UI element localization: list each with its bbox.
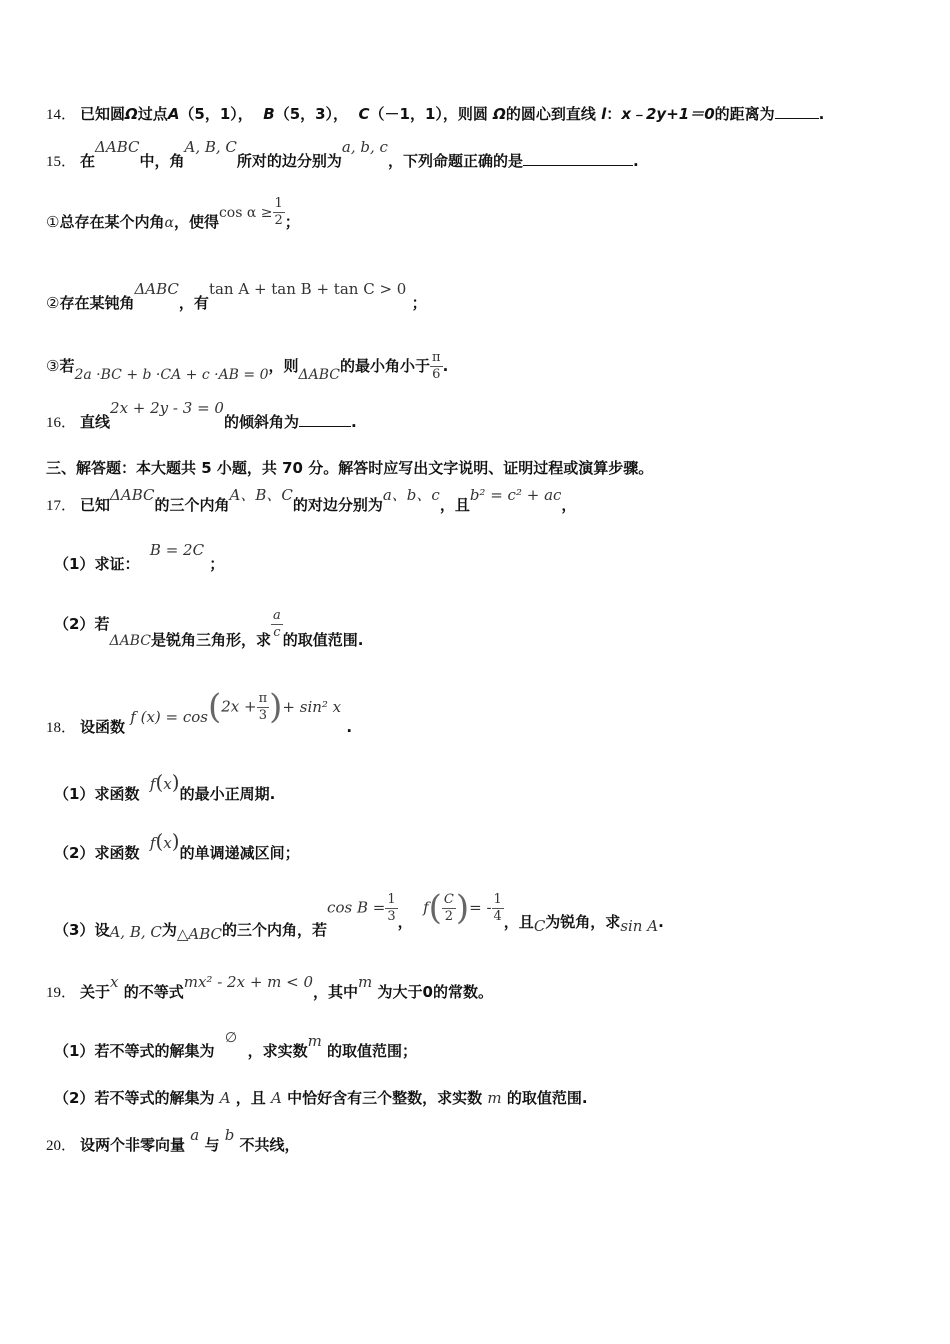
right-paren: ) [455, 888, 470, 928]
math-symbol: Ω [125, 105, 138, 123]
math-symbol: B [263, 105, 275, 123]
text: 的常数。 [432, 983, 493, 1001]
right-paren: ) [269, 687, 283, 727]
text: 是锐角三角形，求 [150, 631, 271, 649]
text: 为锐角，求 [545, 912, 621, 931]
statement-1 [46, 196, 300, 239]
math-f: f [423, 898, 429, 917]
left-paren: ( [155, 770, 164, 794]
math-x: x [163, 834, 172, 852]
text: 所对的边分别为 [236, 152, 342, 170]
text: ，且 [235, 1089, 266, 1107]
question-number: 14． [46, 107, 77, 123]
text: 的取值范围； [327, 1042, 418, 1060]
text: 若不等式的解集为 [94, 1042, 215, 1060]
circled-number: ② [46, 294, 60, 312]
math-inequality: cos α ≥ [218, 205, 273, 221]
text: . [350, 413, 357, 431]
math-fx [149, 829, 180, 853]
math-expression: + sin² x [282, 697, 342, 716]
numerator: C [443, 891, 454, 907]
text: 求证： [94, 555, 140, 573]
text: 的取值范围. [282, 631, 364, 649]
text: . [818, 105, 825, 123]
math-equals-minus: = - [469, 898, 492, 917]
part-label: （1） [54, 785, 95, 803]
answer-blank [775, 106, 819, 119]
math-angles: A, B, C [184, 138, 237, 156]
text: 的三个内角，若 [222, 920, 328, 939]
text: 关于 [80, 983, 111, 1001]
empty-set-symbol: ∅ [224, 1030, 238, 1046]
text: 若不等式的解集为 [94, 1089, 215, 1107]
answer-blank [299, 414, 351, 427]
text: 已知圆 [80, 105, 126, 123]
math-sides: a、b、c [382, 486, 440, 504]
left-paren: ( [207, 687, 222, 727]
text: 直线 [80, 413, 111, 431]
text: 为大于 [377, 983, 423, 1001]
text: （5，3）， [274, 105, 349, 123]
question-number: 20． [46, 1138, 77, 1154]
math-triangle: ΔABC [110, 486, 155, 504]
math-A: A [219, 1089, 231, 1107]
question-17 [46, 486, 577, 515]
text: 中，角 [139, 152, 185, 170]
denominator: c [273, 625, 281, 640]
text: 为 [161, 920, 177, 939]
numerator: π [258, 690, 268, 706]
math-inequality: mx² - 2x + m < 0 [183, 973, 314, 991]
math-symbol: l [601, 105, 607, 123]
math-m: m [307, 1032, 322, 1050]
left-paren: ( [428, 888, 442, 928]
text: ，使得 [173, 213, 219, 231]
text: 的倾斜角为 [223, 413, 299, 431]
text: ，其中 [313, 983, 359, 1001]
math-fx [149, 770, 180, 794]
denominator: 3 [258, 707, 267, 723]
part-label: （1） [54, 555, 95, 573]
question-17-part-2 [54, 608, 364, 649]
text: 的取值范围. [506, 1089, 588, 1107]
text: ， [397, 912, 413, 931]
text: 的距离为 [714, 105, 775, 123]
question-number: 19． [46, 985, 77, 1001]
question-18-part-1 [54, 770, 276, 804]
section-heading: 三、解答题：本大题共 5 小题，共 70 分。解答时应写出文字说明、证明过程或演算步骤。 [46, 459, 654, 477]
numerator: 1 [387, 891, 396, 907]
math-triangle: ΔABC [109, 633, 151, 649]
statement-3 [46, 350, 448, 383]
part-label: （2） [54, 844, 95, 862]
fraction-one-third [385, 892, 397, 925]
text: ； [284, 213, 300, 231]
question-number: 15． [46, 154, 77, 170]
equation: x﹣2y+1＝0 [621, 105, 715, 123]
text: 的不等式 [123, 983, 184, 1001]
numerator: π [432, 350, 441, 365]
answer-blank [523, 153, 633, 166]
text: 总存在某个内角 [59, 213, 165, 231]
left-paren: ( [155, 829, 164, 853]
math-expression: 2x + [221, 697, 257, 716]
text: 的最小角小于 [340, 357, 431, 375]
text: . [632, 152, 639, 170]
math-expression: tan A + tan B + tan C > 0 [208, 280, 407, 298]
text: ，有 [178, 294, 209, 312]
text: ； [209, 555, 225, 573]
math-expression: 2x + 2y - 3 = 0 [110, 399, 224, 417]
question-14 [46, 103, 824, 124]
text: （－1，1），则圆 [369, 105, 494, 123]
text: ，且 [503, 912, 534, 931]
text: 与 [204, 1136, 220, 1154]
question-20 [46, 1126, 300, 1155]
text: 求函数 [94, 844, 140, 862]
text: 若 [94, 615, 110, 633]
math-symbol: C [358, 105, 370, 123]
text: ， [561, 496, 577, 514]
math-m: m [358, 973, 373, 991]
fraction-a-over-c [271, 608, 283, 641]
text: . [442, 357, 449, 375]
math-cosB: cos B = [327, 898, 386, 917]
denominator: 2 [274, 213, 283, 228]
math-angles: A, B, C [109, 922, 162, 941]
math-f: f [149, 775, 156, 793]
math-equation: B = 2C [149, 541, 205, 559]
part-label: （1） [54, 1042, 95, 1060]
text: ，下列命题正确的是 [387, 152, 523, 170]
part-label: （2） [54, 615, 95, 633]
fraction-pi-over-6 [430, 350, 443, 383]
math-angles: A、B、C [229, 486, 293, 504]
right-paren: ) [171, 770, 180, 794]
text: 设函数 [80, 717, 126, 736]
text: 的单调递减区间； [179, 844, 300, 862]
math-m: m [487, 1089, 502, 1107]
text: 过点 [137, 105, 168, 123]
math-x: x [110, 973, 119, 991]
question-18-part-2 [54, 829, 300, 863]
math-symbol: A [167, 105, 180, 123]
text: 的三个内角 [154, 496, 230, 514]
text: 设两个非零向量 [80, 1136, 186, 1154]
text: 0 [422, 983, 433, 1001]
fraction-one-quarter [492, 892, 504, 925]
vector-a: a [190, 1126, 200, 1144]
math-C: C [533, 916, 546, 935]
text: 若 [59, 357, 75, 375]
question-15 [46, 138, 639, 171]
math-equation: b² = c² + ac [469, 486, 562, 504]
math-x: x [163, 775, 172, 793]
math-f: f [149, 834, 156, 852]
math-triangle: ΔABC [95, 138, 140, 156]
question-19 [46, 973, 493, 1002]
text: 的最小正周期. [179, 785, 276, 803]
denominator: 3 [387, 908, 396, 924]
text: 求函数 [94, 785, 140, 803]
text: . [346, 717, 353, 736]
math-alpha: α [164, 215, 174, 231]
numerator: a [272, 608, 281, 623]
right-paren: ) [171, 829, 180, 853]
math-triangle: △ABC [176, 924, 223, 943]
math-sides: a, b, c [341, 138, 388, 156]
math-A: A [271, 1089, 282, 1107]
question-19-part-2 [54, 1087, 588, 1108]
question-18-part-3 [54, 888, 664, 943]
text: ，且 [439, 496, 470, 514]
math-function: f (x) = cos [130, 707, 208, 726]
text: 中恰好含有三个整数，求实数 [287, 1089, 483, 1107]
question-17-part-1 [54, 541, 225, 574]
circled-number: ③ [46, 357, 60, 375]
denominator: 6 [432, 367, 441, 382]
question-19-part-1 [54, 1030, 418, 1061]
question-number: 18． [46, 719, 77, 736]
text: ； [411, 294, 427, 312]
text: 已知 [80, 496, 111, 514]
text: 在 [80, 152, 96, 170]
numerator: 1 [493, 891, 502, 907]
fraction-pi-over-3 [257, 691, 270, 724]
text: ，则 [268, 357, 299, 375]
text: ，求实数 [247, 1042, 308, 1060]
text: 不共线， [239, 1136, 300, 1154]
text: 设 [94, 920, 110, 939]
text: 的圆心到直线 [505, 105, 602, 123]
math-triangle: ΔABC [134, 280, 179, 298]
question-number: 16． [46, 415, 77, 431]
text: 的对边分别为 [292, 496, 383, 514]
question-18 [46, 687, 353, 736]
denominator: 2 [444, 908, 453, 924]
math-symbol: Ω [493, 105, 506, 123]
text: . [658, 912, 664, 931]
question-16 [46, 399, 357, 432]
math-vector-expression: 2a ·BC + b ·CA + c ·AB = 0 [74, 367, 269, 383]
vector-b: b [224, 1126, 235, 1144]
numerator: 1 [274, 196, 283, 211]
text: （5，1）， [179, 105, 253, 123]
math-triangle: ΔABC [298, 367, 341, 383]
part-label: （3） [54, 920, 95, 939]
denominator: 4 [493, 908, 502, 924]
text: ： [606, 105, 622, 123]
circled-number: ① [46, 213, 60, 231]
part-label: （2） [54, 1089, 95, 1107]
math-sinA: sin A [620, 916, 659, 935]
text: 存在某钝角 [59, 294, 135, 312]
question-number: 17． [46, 498, 77, 514]
fraction-one-half [273, 196, 285, 229]
fraction-C-over-2 [442, 892, 456, 925]
statement-2 [46, 280, 427, 313]
